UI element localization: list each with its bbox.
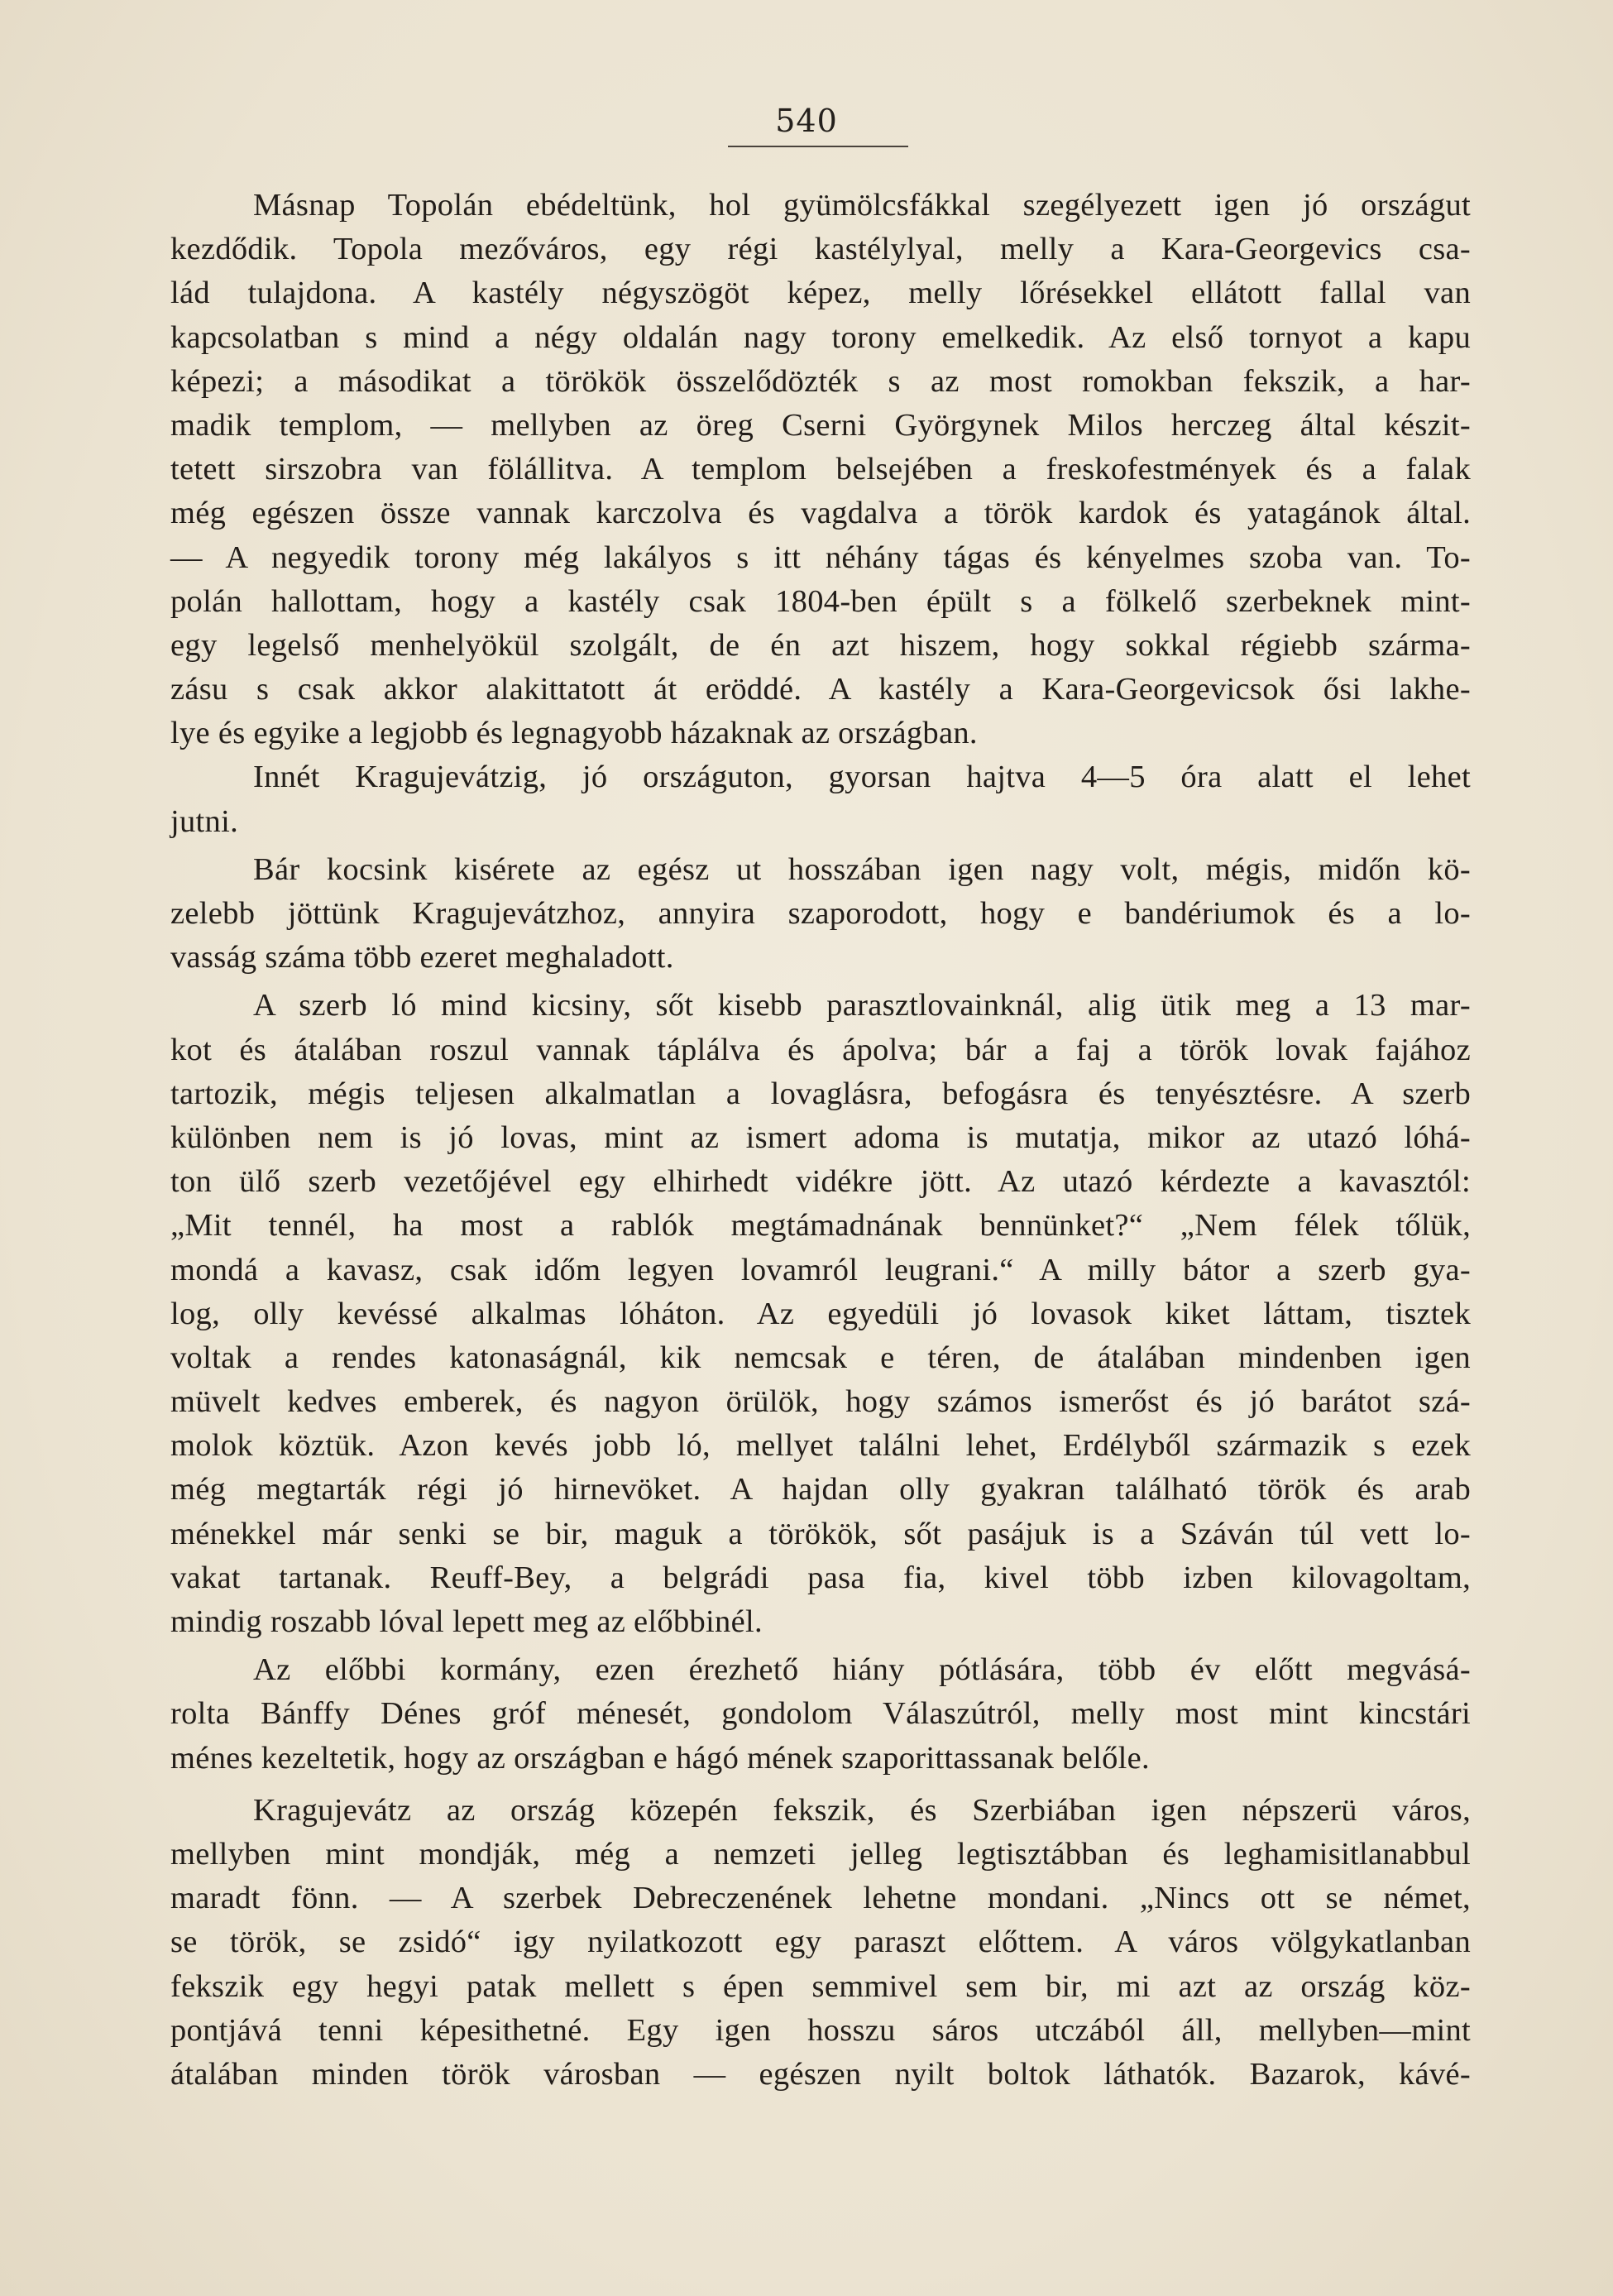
text-line: kot és átalában roszul vannak táplálva és ápolva; bár a faj a török lovak fajához — [170, 1032, 1471, 1067]
text-line: müvelt kedves emberek, és nagyon örülök, hogy számos ismerőst és jó barátot szá- — [170, 1384, 1471, 1420]
text-line: Kragujevátz az ország közepén fekszik, és Szerbiában igen népszerü város, — [253, 1792, 1471, 1828]
text-line: maradt fönn. — A szerbek Debreczenének lehetne mondani. „Nincs ott se német, — [170, 1881, 1471, 1916]
body-text — [170, 184, 1471, 2097]
text-line: voltak a rendes katonaságnál, kik nemcsak e téren, de átalában mindenben igen — [170, 1340, 1471, 1375]
text-line: mellyben mint mondják, még a nemzeti jelleg legtisztábban és leghamisitlanabbul — [170, 1836, 1471, 1872]
text-line: egy legelső menhelyökül szolgált, de én azt hiszem, hogy sokkal régiebb szárma- — [170, 627, 1471, 663]
text-line: Másnap Topolán ebédeltünk, hol gyümölcsfákkal szegélyezett igen jó országut — [253, 188, 1471, 223]
text-line: még megtarták régi jó hirnevöket. A hajdan olly gyakran található török és arab — [170, 1472, 1471, 1507]
text-line: molok köztük. Azon kevés jobb ló, mellyet találni lehet, Erdélyből származik s ezek — [170, 1428, 1471, 1464]
text-line: ménekkel már senki se bir, maguk a törökök, sőt pasájuk is a Száván túl vett lo- — [170, 1516, 1471, 1551]
text-line: — A negyedik torony még lakályos s itt néhány tágas és kényelmes szoba van. To- — [170, 539, 1471, 575]
text-line: vakat tartanak. Reuff-Bey, a belgrádi pasa fia, kivel több izben kilovagoltam, — [170, 1560, 1471, 1595]
text-line: tartozik, mégis teljesen alkalmatlan a lovaglásra, befogásra és tenyésztésre. A szerb — [170, 1076, 1471, 1111]
text-line: ménes kezeltetik, hogy az országban e hágó mének szaporittassanak belőle. — [170, 1740, 1150, 1776]
text-line: madik templom, — mellyben az öreg Cserni Györgynek Milos herczeg által készit- — [170, 407, 1471, 443]
text-line: lád tulajdona. A kastély négyszögöt képez, melly lőrésekkel ellátott fallal van — [170, 276, 1471, 311]
text-line: se török, se zsidó“ igy nyilatkozott egy paraszt előttem. A város völgykatlanban — [170, 1925, 1471, 1960]
text-line: polán hallottam, hogy a kastély csak 1804-ben épült s a fölkelő szerbeknek mint- — [170, 583, 1471, 619]
text-line: zásu s csak akkor alakittatott át eröddé. A kastély a Kara-Georgevicsok ősi lakhe- — [170, 672, 1471, 707]
text-line: átalában minden török városban — egészen nyilt boltok láthatók. Bazarok, kávé- — [170, 2056, 1471, 2092]
text-line: Innét Kragujevátzig, jó országuton, gyorsan hajtva 4—5 óra alatt el lehet — [253, 760, 1471, 795]
text-line: „Mit tennél, ha most a rablók megtámadnának bennünket?“ „Nem félek tőlük, — [170, 1208, 1471, 1244]
text-line: fekszik egy hegyi patak mellett s épen semmivel sem bir, mi azt az ország köz- — [170, 1968, 1471, 2004]
text-line: A szerb ló mind kicsiny, sőt kisebb parasztlovainknál, alig ütik meg a 13 mar- — [253, 988, 1471, 1023]
text-line: jutni. — [170, 803, 239, 839]
text-line: zelebb jöttünk Kragujevátzhoz, annyira szaporodott, hogy e bandériumok és a lo- — [170, 896, 1471, 931]
text-line: kapcsolatban s mind a négy oldalán nagy torony emelkedik. Az első tornyot a kapu — [170, 319, 1471, 355]
text-line: képezi; a másodikat a törökök összelődözték s az most romokban fekszik, a har- — [170, 363, 1471, 399]
text-line: különben nem is jó lovas, mint az ismert adoma is mutatja, mikor az utazó lóhá- — [170, 1119, 1471, 1155]
page-number: 540 — [775, 103, 838, 139]
text-line: vasság száma több ezeret meghaladott. — [170, 940, 674, 975]
text-line: ton ülő szerb vezetőjével egy elhirhedt vidékre jött. Az utazó kérdezte a kavasztól: — [170, 1164, 1471, 1200]
text-line: lye és egyike a legjobb és legnagyobb házaknak az országban. — [170, 716, 978, 751]
text-line: log, olly kevéssé alkalmas lóháton. Az egyedüli jó lovasok kiket láttam, tisztek — [170, 1296, 1471, 1331]
page-number-rule — [728, 146, 908, 147]
text-line: Bár kocsink kisérete az egész ut hosszában igen nagy volt, mégis, midőn kö- — [253, 851, 1471, 887]
text-line: rolta Bánffy Dénes gróf ménesét, gondolom Válaszútról, melly most mint kincstári — [170, 1696, 1471, 1732]
text-line: mindig roszabb lóval lepett meg az előbbinél. — [170, 1604, 763, 1639]
text-line: tetett sirszobra van fölállitva. A templom belsejében a freskofestmények és a falak — [170, 452, 1471, 487]
text-line: pontjává tenni képesithetné. Egy igen hosszu sáros utczából áll, mellyben—mint — [170, 2012, 1471, 2048]
text-line: kezdődik. Topola mezőváros, egy régi kastélylyal, melly a Kara-Georgevics csa- — [170, 232, 1471, 267]
text-line: még egészen össze vannak karczolva és vagdalva a török kardok és yatagánok által. — [170, 496, 1471, 531]
text-line: Az előbbi kormány, ezen érezhető hiány pótlására, több év előtt megvásá- — [253, 1652, 1471, 1688]
text-line: mondá a kavasz, csak időm legyen lovamról leugrani.“ A milly bátor a szerb gya- — [170, 1252, 1471, 1287]
